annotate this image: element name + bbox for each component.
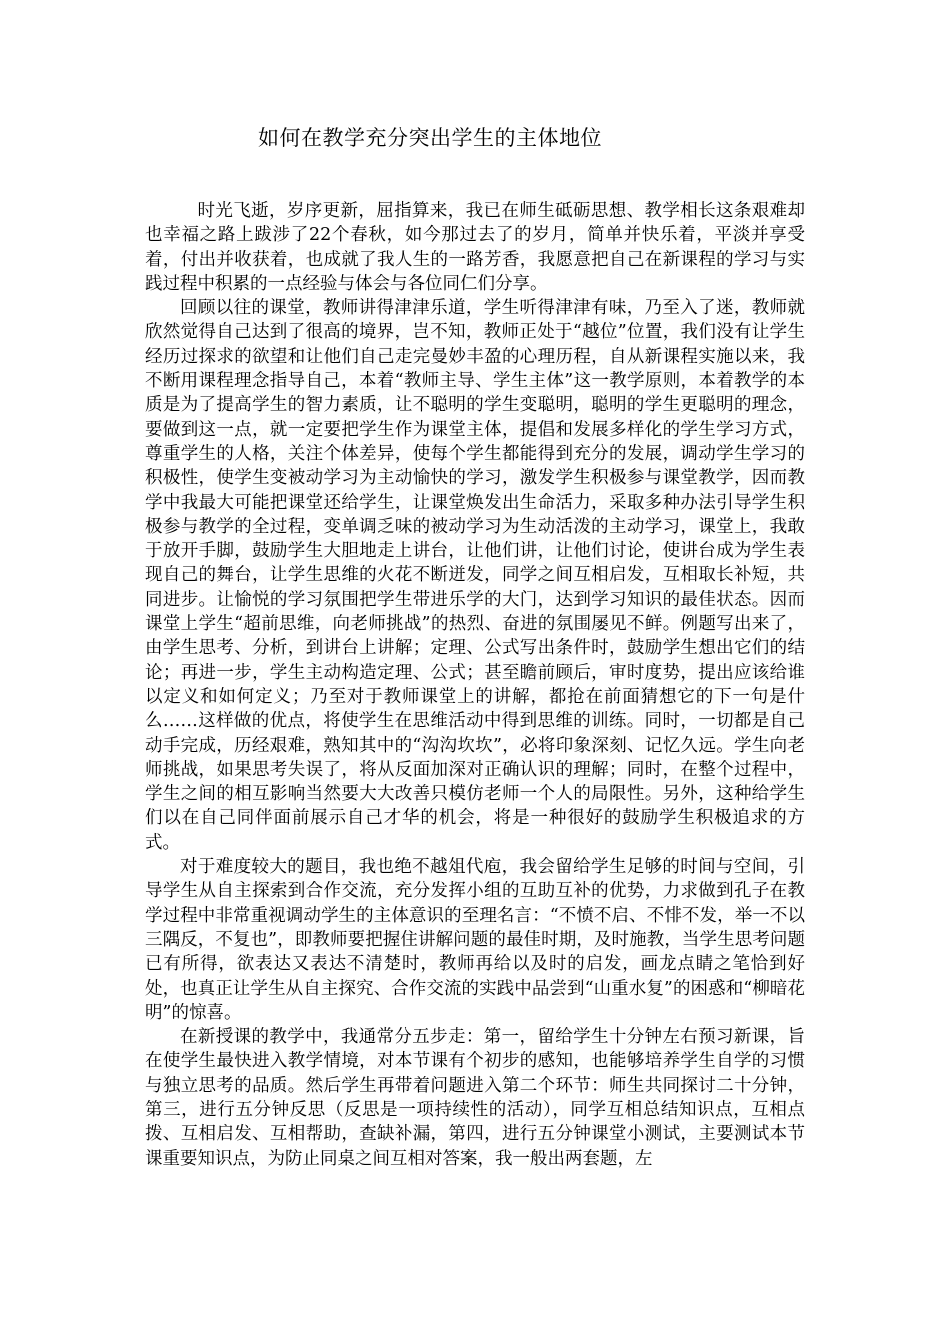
paragraph-1: 时光飞逝，岁序更新，屈指算来，我已在师生砥砺思想、教学相长这条艰难却也幸福之路上跋涉了22个春秋，如今那过去了的岁月，简单并快乐着，平淡并享受着，付出并收获着，也成就了我人生的一路芳香，我愿意把自己在新课程的学习与实践过程中积累的一点经验与体会与各位同仁们分享。 [145,201,805,294]
paragraph-4: 在新授课的教学中，我通常分五步走：第一，留给学生十分钟左右预习新课，旨在使学生最快进入教学情境，对本节课有个初步的感知，也能够培养学生自学的习惯与独立思考的品质。然后学生再带着问题进入第二个环节：师生共同探讨二十分钟，第三，进行五分钟反思（反思是一项持续性的活动），同学互相总结知识点，互相点拨、互相启发、互相帮助，查缺补漏，第四，进行五分钟课堂小测试，主要测试本节课重要知识点，为防止同桌之间互相对答案，我一般出两套题，左 [145,1027,805,1169]
document-title: 如何在教学充分突出学生的主体地位 [258,126,602,150]
paragraph-2: 回顾以往的课堂，教师讲得津津乐道，学生听得津津有味，乃至入了迷，教师就欣然觉得自己达到了很高的境界，岂不知，教师正处于“越位”位置，我们没有让学生经历过探求的欲望和让他们自己走完曼妙丰盈的心理历程，自从新课程实施以来，我不断用课程理念指导自己，本着“教师主导、学生主体”这一教学原则，本着教学的本质是为了提高学生的智力素质，让不聪明的学生变聪明，聪明的学生更聪明的理念，要做到这一点，就一定要把学生作为课堂主体，提倡和发展多样化的学生学习方式，尊重学生的人格，关注个体差异，使每个学生都能得到充分的发展，调动学生学习的积极性，使学生变被动学习为主动愉快的学习，激发学生积极参与课堂教学，因而教学中我最大可能把课堂还给学生，让课堂焕发出生命活力，采取多种办法引导学生积极参与教学的全过程，变单调乏味的被动学习为生动活泼的主动学习，课堂上，我敢于放开手脚，鼓励学生大胆地走上讲台，让他们讲，让他们讨论，使讲台成为学生表现自己的舞台，让学生思维的火花不断迸发，同学之间互相启发，互相取长补短，共同进步。让愉悦的学习氛围把学生带进乐学的大门，达到学习知识的最佳状态。因而课堂上学生“超前思维，向老师挑战”的热烈、奋进的氛围屡见不鲜。例题写出来了，由学生思考、分析，到讲台上讲解；定理、公式写出条件时，鼓励学生想出它们的结论；再进一步，学生主动构造定理、公式；甚至瞻前顾后，审时度势，提出应该给谁以定义和如何定义；乃至对于教师课堂上的讲解，都抢在前面猜想它的下一句是什么……这样做的优点，将使学生在思维活动中得到思维的训练。同时，一切都是自己动手完成，历经艰难，熟知其中的“沟沟坎坎”，必将印象深刻、记忆久远。学生向老师挑战，如果思考失误了，将从反面加深对正确认识的理解；同时，在整个过程中，学生之间的相互影响当然要大大改善只模仿老师一个人的局限性。另外，这种给学生们以在自己同伴面前展示自己才华的机会，将是一种很好的鼓励学生积极追求的方式。 [145,298,805,853]
paragraph-3: 对于难度较大的题目，我也绝不越俎代庖，我会留给学生足够的时间与空间，引导学生从自主探索到合作交流，充分发挥小组的互助互补的优势，力求做到孔子在教学过程中非常重视调动学生的主体意识的至理名言：“不愤不启、不悱不发，举一不以三隅反，不复也”，即教师要把握住讲解问题的最佳时期，及时施教，当学生思考问题已有所得，欲表达又表达不清楚时，教师再给以及时的启发，画龙点睛之笔恰到好处，也真正让学生从自主探究、合作交流的实践中品尝到“山重水复”的困惑和“柳暗花明”的惊喜。 [145,857,805,1023]
document-body [145,199,805,1171]
